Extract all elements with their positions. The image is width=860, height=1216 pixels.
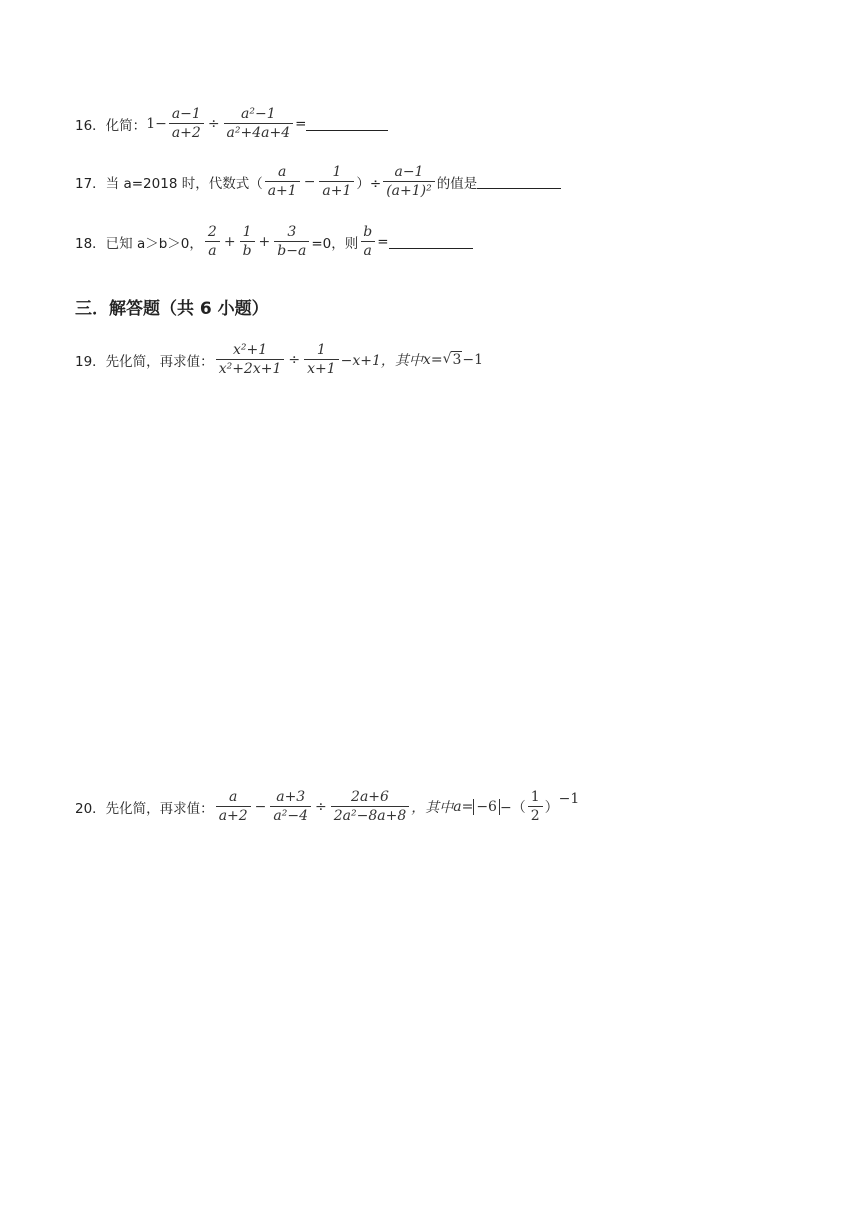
- q18-fraction-1: $\frac{2}{a}$: [205, 224, 220, 259]
- question-17: 17．当 a=2018 时，代数式（ $\frac{a}{a+1}$ − $\frac{1}{a+1}$ ）÷ $\frac{a-1}{\text{(a+1)²}}$ 的值是: [75, 164, 561, 199]
- q18-fraction-3: $\frac{3}{b-a}$: [274, 224, 309, 259]
- question-20: 20．先化简，再求值： $\frac{a}{a+2}$ − $\frac{a+3}{\text{a²−4}}$ ÷ $\frac{2a+6}{\text{2a²−8a+8}}$ ，其中 a= −6 −（ $\frac{1}{2}$ ） $^{-1}$: [75, 789, 580, 824]
- q19-sqrt: √ 3: [442, 351, 462, 368]
- q20-fraction-2: $\frac{a+3}{\text{a²−4}}$: [270, 789, 311, 824]
- q17-fraction-1: $\frac{a}{a+1}$: [265, 164, 300, 199]
- q17-fraction-3: $\frac{a-1}{\text{(a+1)²}}$: [383, 164, 435, 199]
- q16-fraction-1: $\frac{a-1}{a+2}$: [169, 106, 204, 141]
- answer-blank-17[interactable]: [477, 174, 561, 189]
- question-19-label: 19．先化简，再求值：: [75, 353, 214, 370]
- question-18-label: 18．已知 a＞b＞0，: [75, 235, 203, 252]
- q20-fraction-1: $\frac{a}{a+2}$: [216, 789, 251, 824]
- question-16: 16．化简： 1− $\frac{a-1}{a+2}$ ÷ $\frac{\text{a²−1}}{\text{a²+4a+4}}$ =: [75, 106, 388, 141]
- q18-fraction-4: $\frac{b}{a}$: [360, 224, 375, 259]
- q20-fraction-3: $\frac{2a+6}{\text{2a²−8a+8}}$: [331, 789, 410, 824]
- question-20-label: 20．先化简，再求值：: [75, 800, 214, 817]
- question-19: 19．先化简，再求值： $\frac{\text{x²+1}}{\text{x²+2x+1}}$ ÷ $\frac{1}{x+1}$ −x+1，其中 x= √ 3 −1: [75, 342, 484, 377]
- q16-expr-pre: 1−: [146, 115, 167, 132]
- q19-fraction-2: $\frac{1}{x+1}$: [304, 342, 339, 377]
- question-18: 18．已知 a＞b＞0， $\frac{2}{a}$ + $\frac{1}{b}$ + $\frac{3}{b-a}$ =0，则 $\frac{b}{a}$ =: [75, 224, 473, 259]
- q19-fraction-1: $\frac{\text{x²+1}}{\text{x²+2x+1}}$: [216, 342, 285, 377]
- answer-blank-16[interactable]: [306, 116, 388, 131]
- question-16-label: 16．化简：: [75, 117, 147, 134]
- q17-fraction-2: $\frac{1}{a+1}$: [319, 164, 354, 199]
- q18-fraction-2: $\frac{1}{b}$: [240, 224, 255, 259]
- q20-fraction-4: $\frac{1}{2}$: [528, 789, 543, 824]
- q16-fraction-2: $\frac{\text{a²−1}}{\text{a²+4a+4}}$: [224, 106, 294, 141]
- q20-absolute-value: −6: [473, 799, 500, 815]
- answer-blank-18[interactable]: [389, 234, 473, 249]
- question-17-label: 17．当 a=2018 时，代数式（: [75, 175, 263, 192]
- section-3-heading: 三．解答题（共 6 小题）: [75, 299, 269, 319]
